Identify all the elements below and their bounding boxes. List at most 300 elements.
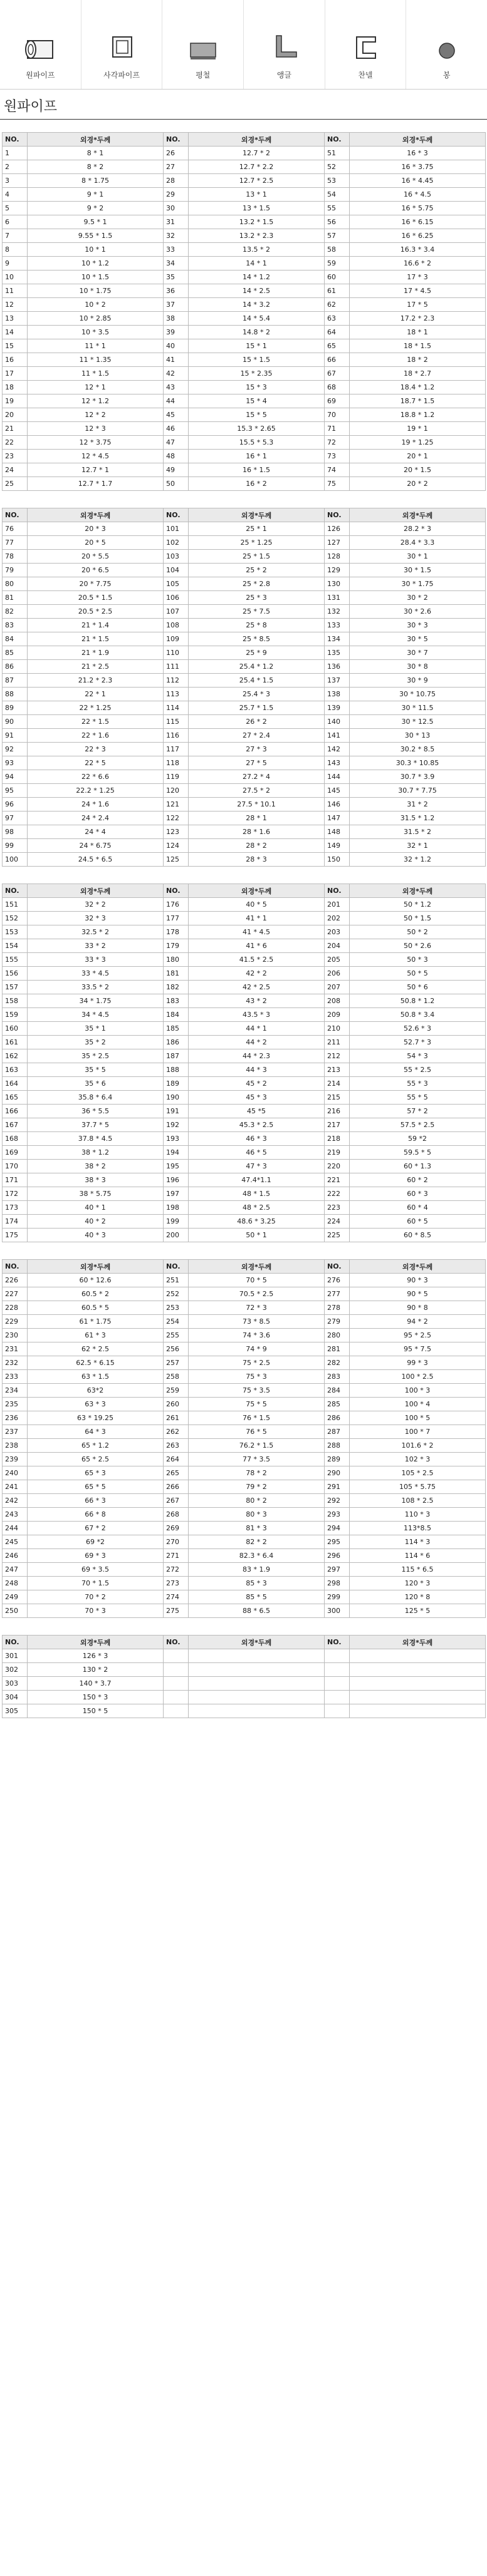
pipe-size: 60 * 5 [350,1215,486,1229]
item-number: 7 [3,229,28,243]
item-number: 261 [164,1411,189,1425]
flat-bar-icon [184,38,222,63]
pipe-size: 13.5 * 2 [189,243,325,257]
pipe-size: 18 * 2.7 [350,367,486,381]
pipe-size: 28 * 2 [189,839,325,853]
item-number: 94 [3,770,28,784]
pipe-size: 45 * 3 [189,1091,325,1105]
table-row [3,1036,486,1049]
pipe-size: 45 * 2 [189,1077,325,1091]
pipe-size: 17 * 3 [350,270,486,284]
item-number: 78 [3,550,28,564]
item-number: 270 [164,1535,189,1549]
pipe-size: 55 * 2.5 [350,1063,486,1077]
item-number: 83 [3,619,28,632]
pipe-size: 11 * 1.5 [28,367,164,381]
pipe-size: 38 * 1.2 [28,1146,164,1160]
item-number: 245 [3,1535,28,1549]
pipe-size: 63 * 19.25 [28,1411,164,1425]
spec-table-block [2,884,485,1242]
item-number: 138 [325,688,350,701]
header-size: 외경*두께 [189,1636,325,1649]
pipe-size: 14 * 2.5 [189,284,325,298]
pipe-size: 50 * 1.2 [350,898,486,912]
item-number: 95 [3,784,28,798]
table-row [3,953,486,967]
item-number: 125 [164,853,189,867]
pipe-size: 70 * 2 [28,1590,164,1604]
pipe-size: 50 * 2.6 [350,939,486,953]
pipe-size: 100 * 4 [350,1398,486,1411]
item-number: 197 [164,1187,189,1201]
item-number: 249 [3,1590,28,1604]
table-row [3,1494,486,1508]
item-number: 132 [325,605,350,619]
item-number: 129 [325,564,350,577]
item-number: 64 [325,326,350,339]
table-row [3,1480,486,1494]
table-row [3,825,486,839]
item-number: 209 [325,1008,350,1022]
pipe-size: 30 * 2.6 [350,605,486,619]
item-number: 45 [164,408,189,422]
pipe-size: 28.2 * 3 [350,522,486,536]
pipe-size: 65 * 5 [28,1480,164,1494]
pipe-size: 67 * 2 [28,1522,164,1535]
table-row [3,1105,486,1118]
item-number: 206 [325,967,350,981]
item-number: 263 [164,1439,189,1453]
item-number: 155 [3,953,28,967]
item-number: 208 [325,994,350,1008]
item-number: 20 [3,408,28,422]
item-number: 149 [325,839,350,853]
pipe-size: 41 * 6 [189,939,325,953]
pipe-size: 28 * 3 [189,853,325,867]
table-row [3,1201,486,1215]
pipe-size: 20 * 1.5 [350,463,486,477]
pipe-size: 26 * 2 [189,715,325,729]
item-number: 243 [3,1508,28,1522]
header-no: NO. [164,1636,189,1649]
pipe-size: 22 * 6.6 [28,770,164,784]
table-row [3,1215,486,1229]
pipe-size: 25 * 3 [189,591,325,605]
item-number: 216 [325,1105,350,1118]
table-row [3,1590,486,1604]
pipe-size: 70.5 * 2.5 [189,1287,325,1301]
header-size: 외경*두께 [189,508,325,522]
item-number: 9 [3,257,28,270]
pipe-size: 25 * 8 [189,619,325,632]
pipe-size: 33 * 4.5 [28,967,164,981]
pipe-size: 125 * 5 [350,1604,486,1618]
category-angle[interactable] [244,0,325,89]
item-number [164,1677,189,1691]
pipe-size: 22 * 1 [28,688,164,701]
pipe-size: 32 * 2 [28,898,164,912]
pipe-size: 47 * 3 [189,1160,325,1173]
item-number: 48 [164,450,189,463]
item-number: 114 [164,701,189,715]
pipe-size: 14.8 * 2 [189,326,325,339]
item-number: 33 [164,243,189,257]
pipe-size: 16 * 4.5 [350,188,486,202]
header-size: 외경*두께 [28,1260,164,1274]
pipe-size: 101.6 * 2 [350,1439,486,1453]
round-bar-icon [428,38,466,63]
pipe-size: 15 * 1 [189,339,325,353]
item-number: 90 [3,715,28,729]
item-number: 98 [3,825,28,839]
header-size: 외경*두께 [28,133,164,147]
item-number: 170 [3,1160,28,1173]
table-row [3,994,486,1008]
item-number: 295 [325,1535,350,1549]
pipe-size [350,1704,486,1718]
pipe-size: 8 * 1.75 [28,174,164,188]
pipe-size: 21 * 1.5 [28,632,164,646]
item-number: 227 [3,1287,28,1301]
table-row [3,477,486,491]
table-row [3,408,486,422]
item-number: 113 [164,688,189,701]
item-number: 234 [3,1384,28,1398]
item-number: 18 [3,381,28,394]
item-number: 6 [3,215,28,229]
item-number: 58 [325,243,350,257]
header-no: NO. [325,884,350,898]
pipe-size: 35 * 6 [28,1077,164,1091]
pipe-size: 32 * 1 [350,839,486,853]
category-round-pipe[interactable] [0,0,81,89]
item-number: 40 [164,339,189,353]
item-number: 291 [325,1480,350,1494]
item-number: 124 [164,839,189,853]
item-number: 199 [164,1215,189,1229]
pipe-size: 17 * 5 [350,298,486,312]
table-row [3,436,486,450]
item-number: 294 [325,1522,350,1535]
pipe-size: 12.7 * 2 [189,147,325,160]
pipe-size: 17.2 * 2.3 [350,312,486,326]
pipe-size: 130 * 2 [28,1663,164,1677]
pipe-size: 105 * 5.75 [350,1480,486,1494]
item-number: 266 [164,1480,189,1494]
item-number: 123 [164,825,189,839]
item-number: 92 [3,743,28,756]
item-number: 164 [3,1077,28,1091]
table-row [3,674,486,688]
pipe-size: 19 * 1 [350,422,486,436]
pipe-size: 30 * 1.5 [350,564,486,577]
pipe-size: 22 * 5 [28,756,164,770]
table-row [3,1577,486,1590]
item-number: 302 [3,1663,28,1677]
table-row [3,1329,486,1342]
pipe-size: 75 * 5 [189,1398,325,1411]
pipe-size: 64 * 3 [28,1425,164,1439]
angle-icon [265,32,303,63]
category-label: 찬넬 [358,71,373,80]
table-row [3,1187,486,1201]
pipe-size: 16 * 3 [350,147,486,160]
item-number: 2 [3,160,28,174]
pipe-size: 63*2 [28,1384,164,1398]
pipe-size: 24 * 1.6 [28,798,164,811]
item-number [164,1704,189,1718]
table-row [3,1287,486,1301]
pipe-size: 76 * 5 [189,1425,325,1439]
item-number: 198 [164,1201,189,1215]
item-number: 159 [3,1008,28,1022]
table-row [3,577,486,591]
pipe-size: 40 * 2 [28,1215,164,1229]
item-number: 141 [325,729,350,743]
item-number: 34 [164,257,189,270]
item-number [164,1691,189,1704]
spec-table [2,884,486,1242]
pipe-size: 44 * 2.3 [189,1049,325,1063]
channel-icon [347,32,384,63]
table-row [3,1508,486,1522]
pipe-size: 12.7 * 2.5 [189,174,325,188]
pipe-size: 10 * 2.85 [28,312,164,326]
item-number: 271 [164,1549,189,1563]
pipe-size: 114 * 6 [350,1549,486,1563]
item-number: 215 [325,1091,350,1105]
header-no: NO. [164,884,189,898]
pipe-size: 16 * 1 [189,450,325,463]
spec-table [2,1635,486,1718]
pipe-size: 38 * 2 [28,1160,164,1173]
pipe-size: 21 * 1.4 [28,619,164,632]
item-number: 224 [325,1215,350,1229]
pipe-size: 16 * 6.15 [350,215,486,229]
item-number: 42 [164,367,189,381]
pipe-size: 126 * 3 [28,1649,164,1663]
pipe-size: 18.7 * 1.5 [350,394,486,408]
pipe-size: 40 * 5 [189,898,325,912]
pipe-size: 41 * 1 [189,912,325,925]
pipe-size: 30 * 12.5 [350,715,486,729]
pipe-size: 69 * 3.5 [28,1563,164,1577]
category-square-pipe[interactable] [81,0,163,89]
pipe-size: 90 * 3 [350,1274,486,1287]
pipe-size: 70 * 1.5 [28,1577,164,1590]
pipe-size: 63 * 3 [28,1398,164,1411]
pipe-size: 30 * 13 [350,729,486,743]
pipe-size: 21.2 * 2.3 [28,674,164,688]
item-number: 252 [164,1287,189,1301]
pipe-size: 31 * 2 [350,798,486,811]
pipe-size: 30.2 * 8.5 [350,743,486,756]
item-number: 169 [3,1146,28,1160]
table-row [3,925,486,939]
item-number: 305 [3,1704,28,1718]
pipe-size: 30 * 11.5 [350,701,486,715]
pipe-size: 30 * 3 [350,619,486,632]
pipe-size: 12 * 3 [28,422,164,436]
pipe-size: 90 * 5 [350,1287,486,1301]
table-row [3,394,486,408]
pipe-size: 9.5 * 1 [28,215,164,229]
item-number: 133 [325,619,350,632]
pipe-size [350,1691,486,1704]
table-row [3,1118,486,1132]
pipe-size: 60 * 12.6 [28,1274,164,1287]
pipe-size: 30.7 * 3.9 [350,770,486,784]
item-number [325,1663,350,1677]
item-number: 60 [325,270,350,284]
pipe-size: 60 * 8.5 [350,1229,486,1242]
pipe-size: 30 * 1 [350,550,486,564]
pipe-size: 10 * 1.5 [28,270,164,284]
category-label: 평철 [196,71,211,80]
pipe-size: 16 * 2 [189,477,325,491]
pipe-size: 13.2 * 2.3 [189,229,325,243]
pipe-size: 27.5 * 2 [189,784,325,798]
pipe-size: 88 * 6.5 [189,1604,325,1618]
pipe-size: 30 * 7 [350,646,486,660]
table-row [3,339,486,353]
category-label: 앵글 [276,71,291,80]
table-row [3,229,486,243]
item-number: 15 [3,339,28,353]
item-number: 276 [325,1274,350,1287]
table-row [3,743,486,756]
pipe-size: 50.8 * 3.4 [350,1008,486,1022]
pipe-size: 62.5 * 6.15 [28,1356,164,1370]
pipe-size: 30 * 8 [350,660,486,674]
pipe-size: 75 * 2.5 [189,1356,325,1370]
item-number: 10 [3,270,28,284]
pipe-size: 76 * 1.5 [189,1411,325,1425]
header-size: 외경*두께 [350,133,486,147]
pipe-size: 35.8 * 6.4 [28,1091,164,1105]
table-row [3,326,486,339]
table-row [3,422,486,436]
category-channel[interactable] [325,0,407,89]
item-number [325,1677,350,1691]
pipe-size: 63 * 1.5 [28,1370,164,1384]
item-number: 87 [3,674,28,688]
table-row [3,1677,486,1691]
category-bar [0,0,487,90]
pipe-size: 60.5 * 2 [28,1287,164,1301]
item-number: 53 [325,174,350,188]
item-number: 151 [3,898,28,912]
pipe-size [189,1649,325,1663]
item-number: 228 [3,1301,28,1315]
item-number: 28 [164,174,189,188]
item-number: 117 [164,743,189,756]
item-number: 59 [325,257,350,270]
pipe-size: 22 * 1.25 [28,701,164,715]
pipe-size: 20.5 * 1.5 [28,591,164,605]
item-number: 250 [3,1604,28,1618]
table-row [3,688,486,701]
pipe-size: 16 * 1.5 [189,463,325,477]
item-number: 259 [164,1384,189,1398]
pipe-size: 60 * 1.3 [350,1160,486,1173]
item-number: 107 [164,605,189,619]
item-number: 14 [3,326,28,339]
item-number: 150 [325,853,350,867]
spec-table [2,508,486,867]
table-row [3,536,486,550]
item-number: 128 [325,550,350,564]
pipe-size: 20 * 3 [28,522,164,536]
item-number [325,1691,350,1704]
pipe-size: 28 * 1.6 [189,825,325,839]
item-number: 256 [164,1342,189,1356]
table-row [3,1398,486,1411]
pipe-size: 8 * 2 [28,160,164,174]
item-number: 25 [3,477,28,491]
table-row [3,1563,486,1577]
pipe-size: 10 * 1.2 [28,257,164,270]
item-number: 287 [325,1425,350,1439]
category-flat-bar[interactable] [162,0,244,89]
pipe-size: 120 * 8 [350,1590,486,1604]
item-number: 105 [164,577,189,591]
pipe-size: 25.4 * 1.2 [189,660,325,674]
table-row [3,147,486,160]
item-number: 126 [325,522,350,536]
pipe-size: 65 * 1.2 [28,1439,164,1453]
item-number: 63 [325,312,350,326]
item-number: 233 [3,1370,28,1384]
item-number: 145 [325,784,350,798]
pipe-size: 9 * 2 [28,202,164,215]
pipe-size: 100 * 3 [350,1384,486,1398]
pipe-size: 24 * 4 [28,825,164,839]
header-size: 외경*두께 [28,884,164,898]
pipe-size: 16 * 6.25 [350,229,486,243]
pipe-size: 59 *2 [350,1132,486,1146]
page-title: 원파이프 [0,90,487,120]
pipe-size: 16 * 4.45 [350,174,486,188]
pipe-size: 114 * 3 [350,1535,486,1549]
pipe-size: 18 * 1.5 [350,339,486,353]
pipe-size: 25 * 2 [189,564,325,577]
table-row [3,591,486,605]
item-number: 66 [325,353,350,367]
pipe-size: 22 * 1.6 [28,729,164,743]
item-number: 115 [164,715,189,729]
item-number: 52 [325,160,350,174]
item-number: 37 [164,298,189,312]
pipe-size: 50 * 6 [350,981,486,994]
category-round-bar[interactable] [406,0,487,89]
pipe-size: 42 * 2.5 [189,981,325,994]
item-number: 121 [164,798,189,811]
item-number: 175 [3,1229,28,1242]
item-number: 274 [164,1590,189,1604]
table-header-row [3,508,486,522]
item-number: 262 [164,1425,189,1439]
table-row [3,1663,486,1677]
item-number: 44 [164,394,189,408]
item-number: 284 [325,1384,350,1398]
item-number: 242 [3,1494,28,1508]
pipe-size: 20 * 1 [350,450,486,463]
table-row [3,981,486,994]
item-number: 130 [325,577,350,591]
item-number: 275 [164,1604,189,1618]
item-number: 251 [164,1274,189,1287]
